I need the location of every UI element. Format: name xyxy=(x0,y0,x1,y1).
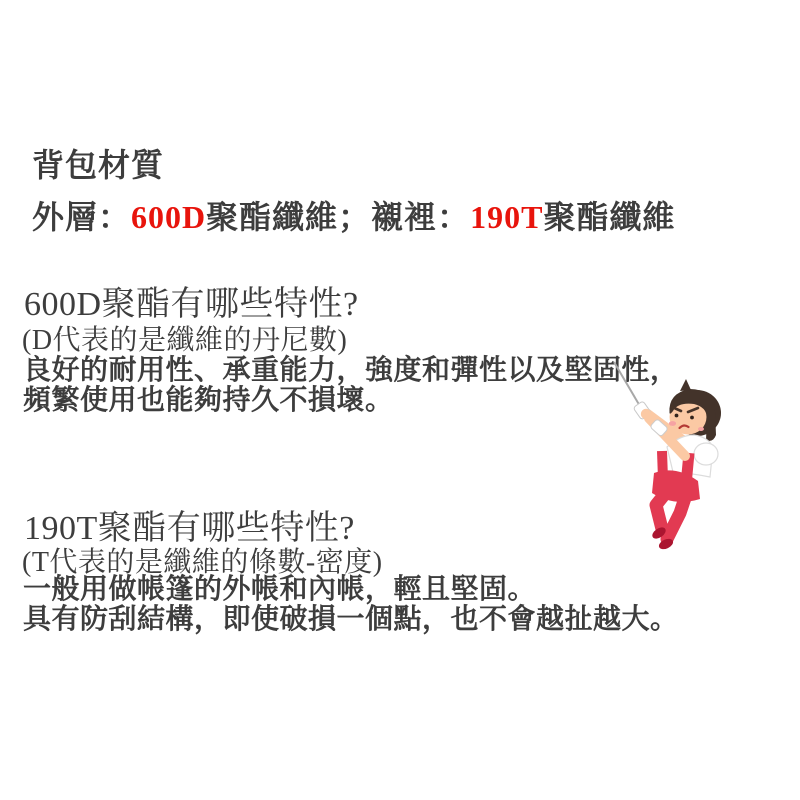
description-line: 頻繁使用也能夠持久不損壞。 xyxy=(23,385,394,416)
description-line: 良好的耐用性、承重能力，強度和彈性以及堅固性， xyxy=(23,355,679,386)
lining-suffix: 聚酯纖維 xyxy=(543,199,676,235)
section-600d-note: (D代表的是纖維的丹尼數) xyxy=(22,325,348,356)
material-line xyxy=(32,192,676,238)
material-middle-text: 聚酯纖維；襯裡： xyxy=(206,199,471,235)
person-pulling-thread-illustration xyxy=(610,355,775,555)
description-line: 具有防刮結構，即使破損一個點，也不會越扯越大。 xyxy=(23,604,679,635)
description-line: 一般用做帳篷的外帳和內帳，輕且堅固。 xyxy=(23,574,537,605)
outer-layer-label: 外層： xyxy=(32,199,132,235)
section-600d-description xyxy=(23,356,679,416)
lining-value: 190T xyxy=(470,199,544,235)
outer-layer-value: 600D xyxy=(131,199,207,235)
section-190t-heading: 190T聚酯有哪些特性? xyxy=(24,510,355,547)
page-title: 背包材質 xyxy=(32,147,165,183)
section-190t-description xyxy=(23,575,679,635)
section-190t-note: (T代表的是纖維的條數-密度) xyxy=(22,547,383,578)
section-600d-heading: 600D聚酯有哪些特性? xyxy=(24,286,359,323)
